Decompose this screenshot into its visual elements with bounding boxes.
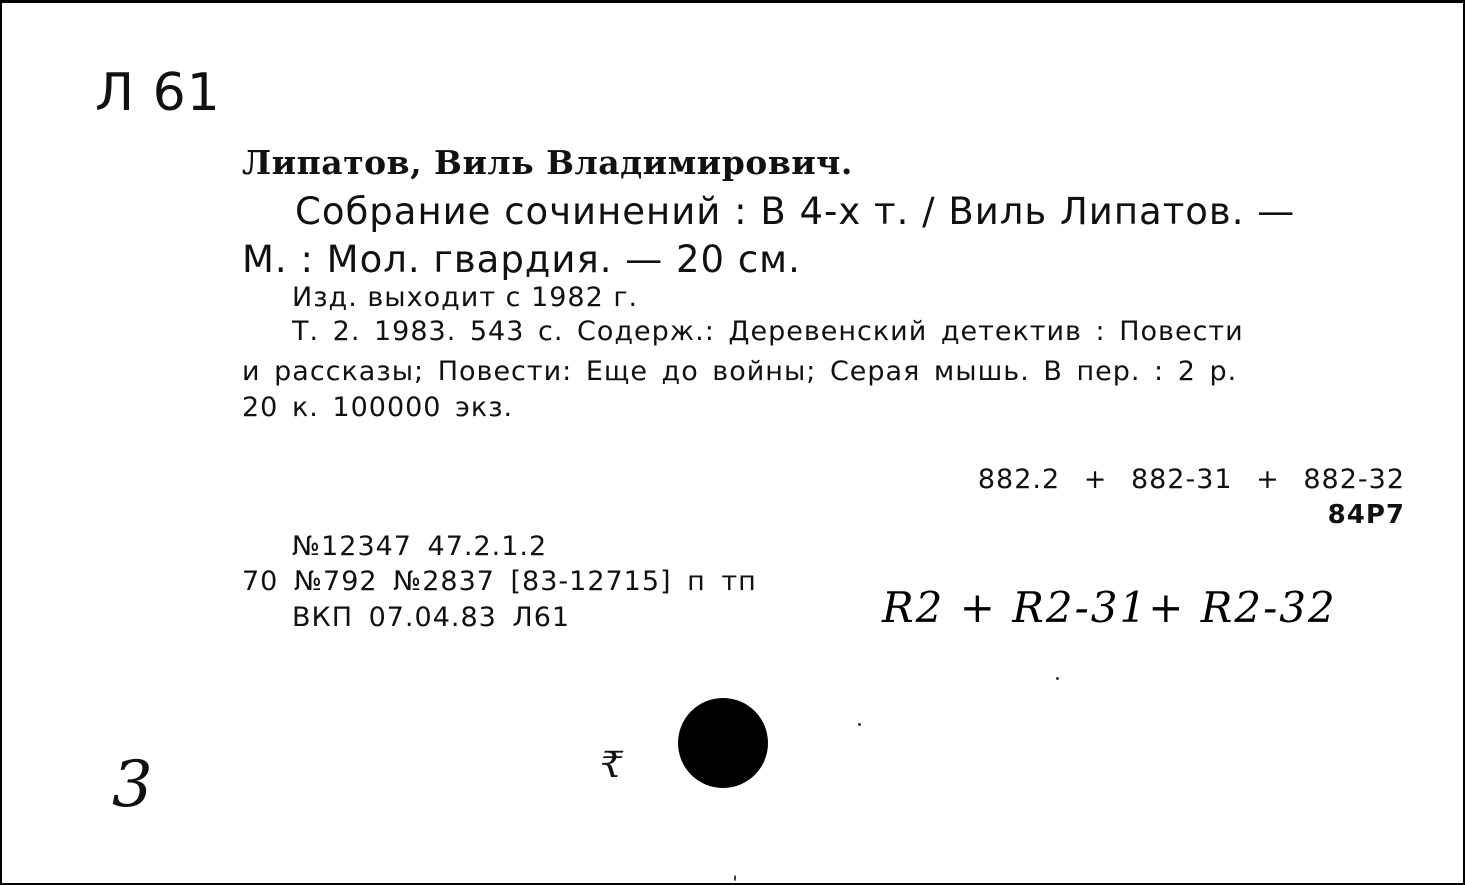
note-line-1: Изд. выходит с 1982 г. — [292, 282, 639, 313]
registration-line-3: ВКП 07.04.83 Л61 — [292, 602, 571, 633]
title-line-2: М. : Мол. гвардия. — 20 см. — [242, 238, 801, 281]
classification-index: 882.2 + 882-31 + 882-32 — [977, 464, 1405, 495]
handwritten-mark-center: ₹ — [600, 745, 623, 786]
handwritten-classification: R2 + R2-31+ R2-32 — [882, 583, 1337, 632]
registration-line-1: №12347 47.2.1.2 — [292, 531, 548, 562]
note-line-3: и рассказы; Повести: Еще до войны; Серая мышь. В пер. : 2 р. — [242, 356, 1238, 387]
shelfmark: Л 61 — [95, 63, 221, 123]
title-line-1: Собрание сочинений : В 4-х т. / Виль Липатов. — — [295, 190, 1296, 233]
handwritten-mark-left: 3 — [112, 748, 153, 822]
note-line-2: Т. 2. 1983. 543 с. Содерж.: Деревенский детектив : Повести — [292, 316, 1244, 347]
speck — [858, 723, 861, 726]
speck — [734, 875, 736, 881]
note-line-4: 20 к. 100000 экз. — [242, 392, 514, 423]
classification-code: 84Р7 — [1327, 500, 1405, 530]
author-heading: Липатов, Виль Владимирович. — [242, 143, 853, 182]
punch-hole — [678, 698, 768, 788]
registration-line-2: 70 №792 №2837 [83-12715] п тп — [242, 566, 757, 597]
speck — [1056, 677, 1059, 680]
